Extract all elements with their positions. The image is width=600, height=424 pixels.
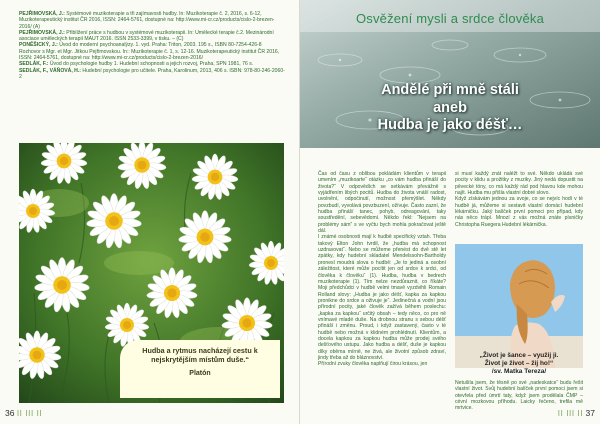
right-page (300, 0, 600, 424)
page-number: 37 (585, 408, 595, 418)
reference-item: PONĚŠICKÝ, J.: Úvod do moderní psychoanalýzy. 1. vyd. Praha: Triton, 2003. 195 s., ISBN 80-7254-426-8 (19, 42, 262, 49)
page-number: 36 (5, 408, 15, 418)
reference-item: PEJŘIMOVSKÁ, J.: Přiblížení práce s hudbou v systémové muzikoterapii. In: Umělecké terapie č.2. Mezinárodní asociace uměleckých terapií MAUT 2016. ISSN 2533-3399, v tisku. – (C) (19, 29, 274, 43)
text-column-right (455, 171, 583, 228)
paragraph: I známé osobnosti mají k hudbě specifický vztah. Třeba takový Elton John tvrdil, že „hudba má schopnost uzdravovat“. Nebo se můžeme přenést do dvě stě let zpátky, kdy hudební skladatel Mendelssohn-Bartholdy pronesl moudrá slova o hudbě: „Je to jediná a osobní záležitost, které může pocítit jen od srdce k srdci, od člověka k člověku“ (1). Hudba, hudba v bedrech muzikoterapie (1). Tím nelze nezdůraznit, co říkáte? Moji předchůdci v hudbě velmi tmavě vyzdvihli Romain Rolland slovy: „Hudba je jako déšť, kapka za kapkou pronikne do srdce a oživuje je“. Jedinečná a vodní jsou přírodní pocity, jaké člověk zažívá během poslechu: „kapka za kapkou“ určitý obsah – tedy něco, co pro ně vnímavé mladé duše. Na drobnou stranu s sebou déšť přináší i změnu. Proud, i když zastavený, často v té hudbě nebo možná v klidném prohlédnutí. Klientům, a docela kapkou za kapkou hudba může prodej svého dešťového ustupu. Jako hudba a déšť, duše je kapkou díky oběma mírně, ne živá, ale životní způsob zdraví, jindy třeba až do bláznovství. (318, 234, 446, 361)
girl-quote: „Život je šance – využij ji. Život je život – žij ho!“ /sv. Matka Tereza/ (479, 352, 559, 375)
page-number-left (5, 408, 42, 418)
folio-ornament: II III II (557, 409, 584, 418)
references-list (19, 11, 285, 80)
reference-item: SEDLÁK, F.: Úvod do psychologie hudby 1. Hudební schopnosti a jejich rozvoj, Praha, SPN 1981, 76 s. (19, 61, 254, 68)
quote-author: Platón (189, 370, 211, 377)
text-column-left (318, 171, 446, 368)
reference-item: Rozhovor s Mgr. et Mgr. Jitkou Pejřimovskou. In:: Muzikoterapie č. 1, s. 12-16. Muzikoterapeutický institut ČR 2016, ISSN: 2464-5761, dostupné na: http://www.mi-cr.cz/products/cislo-2-brezen-2016/ (19, 48, 280, 62)
quote-text: Hudba a rytmus nacházejí cestu k nejskrytějším místům duše.“ (142, 346, 258, 364)
page-number-right (558, 408, 595, 418)
reference-item: SEDLÁK, F., VÁŇOVÁ, H.: Hudební psychologie pro učitele. Praha, Karolinum, 2013, 406 s. ISBN: 978-80-246-2060-2 (19, 67, 285, 80)
left-page (0, 0, 299, 424)
rain-header-image (300, 0, 600, 148)
article-heading: Andělé při mně stáli aneb Hudba je jako déšť… (377, 82, 523, 133)
paragraph: Přírodní zvuky člověka naplňují čirou krásou, jen (318, 361, 428, 368)
paragraph-closing: Netušila jsem, že těsně po své „nadeskatce“ budu řešit vlastní život. Svůj hudební balíček první pomoci jsem si otevřela před úmrtí taty, když jsem prodělala ČMP – cévní mozkovou příhodu. Laicky řečeno, trefila mě mrtvice. (455, 380, 583, 412)
paragraph: Když získávám jednou za svoje, co se nejvíc hodí v té hudbě já, můžeme si sestavit vlastní domácí hudební lékárničku. Jaký balíček první pomoci pro případ, kdy nás něco trápí. Mnozí z vás možná znáte písničky Christopha Ruegera Hudební lékárnička. (455, 196, 583, 228)
reference-item: PEJŘIMOVSKÁ, J.: Systémové muzikoterapie a tři zajímavosti hudby. In: Muzikoterapie č. 2, 2016, s. 6-12, Muzikoterapeutický institut ČR 2016, ISSN: 2464-5761, dostupné na: http://www.mi-cr.cz/products/cislo-2-brezen-2016/ (A) (19, 11, 275, 30)
folio-ornament: II III II (16, 409, 43, 418)
article-title: Osvěžení mysli a srdce člověka (355, 11, 545, 26)
girl-photo (455, 244, 583, 368)
quote-box (120, 340, 280, 398)
paragraph: si musí každý znát naléžt to své. Někdo ukládá své pocity v klidu a prožitky z muziky. Jiný nedá dopustit na pěvecké tóny, co má každý rád pod hlavou kde mohou najít. Hudba mu přišla vlastní dobré slovo. (455, 171, 583, 197)
girl-illustration (455, 244, 583, 368)
paragraph: Čas od času z oblibou pokládám klientům v terapii umením „muzikoarte“ otázku „co vám hudba přináší do života?“ V odpovědích se setkávám převážně s vyjádřením libých pocitů. Hudba do života vnáší radost, uvolnění, odpočinutí, možnost přemýšlet. Někdy povzbudí, vyvolává povzbuzení, ožívuje. Často zazní, že hudba přináší tanec, pohyb, odreagování, taky soustředění, sebevědomí. Někdo řekl: “Nejsem na problémy sám” s ve vyčtu bych mohla pokračovat ještě dál. (318, 171, 446, 235)
